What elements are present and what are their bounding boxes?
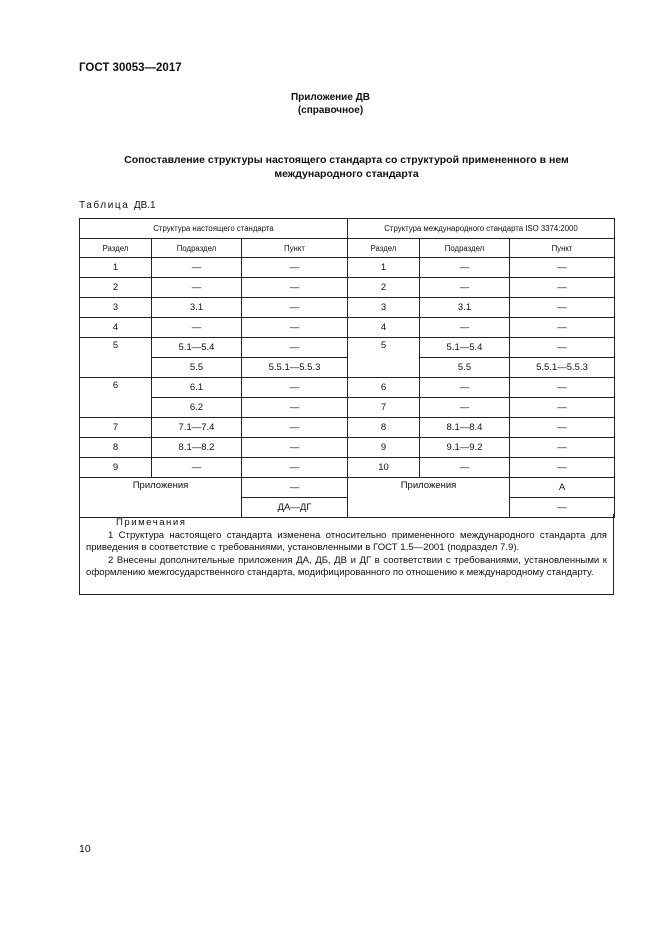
- table-cell: —: [510, 338, 615, 358]
- table-cell: —: [242, 338, 348, 358]
- document-code: ГОСТ 30053—2017: [79, 62, 182, 74]
- table-cell: 4: [348, 318, 420, 338]
- table-cell: —: [510, 258, 615, 278]
- table-cell: —: [510, 378, 615, 398]
- table-cell: 1: [348, 258, 420, 278]
- table-cell: 6: [348, 378, 420, 398]
- table-cell: 8.1—8.4: [420, 418, 510, 438]
- table-cell: —: [420, 258, 510, 278]
- table-cell: 8: [348, 418, 420, 438]
- page-number: 10: [79, 843, 91, 855]
- section-heading-line2: международного стандарта: [274, 168, 419, 180]
- table-cell: 3.1: [152, 298, 242, 318]
- table-cell: 5.5: [420, 358, 510, 378]
- note-1: 1 Структура настоящего стандарта изменена относительно примененного международного стандарта для приведения в соответствие с требованиями, установленными в ГОСТ 1.5—2001 (подраздел 7.9).: [86, 529, 607, 554]
- table-cell: 3: [80, 298, 152, 318]
- table-cell: —: [510, 438, 615, 458]
- table-cell: 7: [80, 418, 152, 438]
- table-cell: 6.2: [152, 398, 242, 418]
- table-row: [80, 258, 615, 278]
- table-row: [80, 278, 615, 298]
- table-group-header-row: [80, 219, 615, 239]
- table-cell: —: [242, 318, 348, 338]
- table-cell: 6: [80, 378, 152, 418]
- table-cell: 10: [348, 458, 420, 478]
- table-cell: 5.1—5.4: [420, 338, 510, 358]
- table-row: [80, 358, 615, 378]
- table-cell: —: [420, 278, 510, 298]
- table-cell: —: [152, 458, 242, 478]
- note-2: 2 Внесены дополнительные приложения ДА, ДБ, ДВ и ДГ в соответствии с требованиями, установленными к оформлению межгосударственного стандарта, модифицированного по отношению к международному стандарту.: [86, 554, 607, 579]
- table-cell: 8.1—8.2: [152, 438, 242, 458]
- table-cell: —: [242, 378, 348, 398]
- annex-title: Приложение ДВ: [290, 92, 371, 103]
- table-cell: 8: [80, 438, 152, 458]
- table-cell: —: [420, 318, 510, 338]
- table-cell: —: [510, 398, 615, 418]
- section-heading: [60, 153, 633, 181]
- comparison-table: [79, 218, 615, 518]
- table-cell: 5: [80, 338, 152, 378]
- table-cell: —: [510, 298, 615, 318]
- column-header-subsection: Подраздел: [420, 239, 510, 258]
- table-cell: —: [510, 498, 615, 518]
- table-cell: 2: [80, 278, 152, 298]
- table-cell: —: [152, 258, 242, 278]
- column-header-subsection: Подраздел: [152, 239, 242, 258]
- table-cell: —: [242, 438, 348, 458]
- table-cell: —: [242, 298, 348, 318]
- table-cell: —: [510, 318, 615, 338]
- table-cell: 5: [348, 338, 420, 378]
- table-cell: 9.1—9.2: [420, 438, 510, 458]
- notes-title: Примечания: [116, 517, 187, 528]
- table-cell: 3.1: [420, 298, 510, 318]
- table-cell: —: [420, 398, 510, 418]
- table-cell: ДА—ДГ: [242, 498, 348, 518]
- table-cell: 4: [80, 318, 152, 338]
- annex-label-right: Приложения: [348, 478, 510, 518]
- table-cell: —: [242, 458, 348, 478]
- table-cell: —: [510, 418, 615, 438]
- annex-heading: [0, 91, 661, 117]
- table-cell: 6.1: [152, 378, 242, 398]
- table-cell: —: [242, 478, 348, 498]
- table-caption-id: ДВ.1: [133, 200, 156, 211]
- table-caption: [79, 200, 156, 211]
- table-cell: —: [510, 458, 615, 478]
- table-column-header-row: [80, 239, 615, 258]
- table-cell: —: [152, 278, 242, 298]
- table-cell: —: [152, 318, 242, 338]
- table-cell: 5.5.1—5.5.3: [510, 358, 615, 378]
- table-cell: 5.1—5.4: [152, 338, 242, 358]
- table-row: [80, 398, 615, 418]
- table-cell: 3: [348, 298, 420, 318]
- annex-label-left: Приложения: [80, 478, 242, 518]
- table-cell: 7: [348, 398, 420, 418]
- table-cell: —: [420, 458, 510, 478]
- table-cell: —: [420, 378, 510, 398]
- table-notes: [79, 514, 614, 595]
- table-row: [80, 298, 615, 318]
- group-header-left: Структура настоящего стандарта: [80, 219, 348, 239]
- section-heading-line1: Сопоставление структуры настоящего стандарта со структурой примененного в нем: [124, 154, 569, 166]
- table-row: [80, 458, 615, 478]
- table-cell: 9: [348, 438, 420, 458]
- table-row: [80, 318, 615, 338]
- table-cell: 5.5: [152, 358, 242, 378]
- group-header-right: Структура международного стандарта ISO 3374:2000: [348, 219, 615, 239]
- table-cell: 5.5.1—5.5.3: [242, 358, 348, 378]
- table-cell: —: [242, 258, 348, 278]
- table-row: [80, 338, 615, 358]
- annex-subtitle: (справочное): [297, 105, 364, 116]
- table-cell: —: [242, 398, 348, 418]
- table-cell: —: [510, 278, 615, 298]
- table-cell: А: [510, 478, 615, 498]
- table-cell: —: [242, 418, 348, 438]
- table-cell: 9: [80, 458, 152, 478]
- table-cell: 7.1—7.4: [152, 418, 242, 438]
- column-header-section: Раздел: [348, 239, 420, 258]
- column-header-section: Раздел: [80, 239, 152, 258]
- table-row: [80, 378, 615, 398]
- table-caption-word: Таблица: [79, 200, 130, 211]
- column-header-item: Пункт: [242, 239, 348, 258]
- table-row: [80, 438, 615, 458]
- table-cell: 1: [80, 258, 152, 278]
- column-header-item: Пункт: [510, 239, 615, 258]
- table-cell: —: [242, 278, 348, 298]
- table-cell: 2: [348, 278, 420, 298]
- table-row-annexes: [80, 478, 615, 498]
- table-row: [80, 418, 615, 438]
